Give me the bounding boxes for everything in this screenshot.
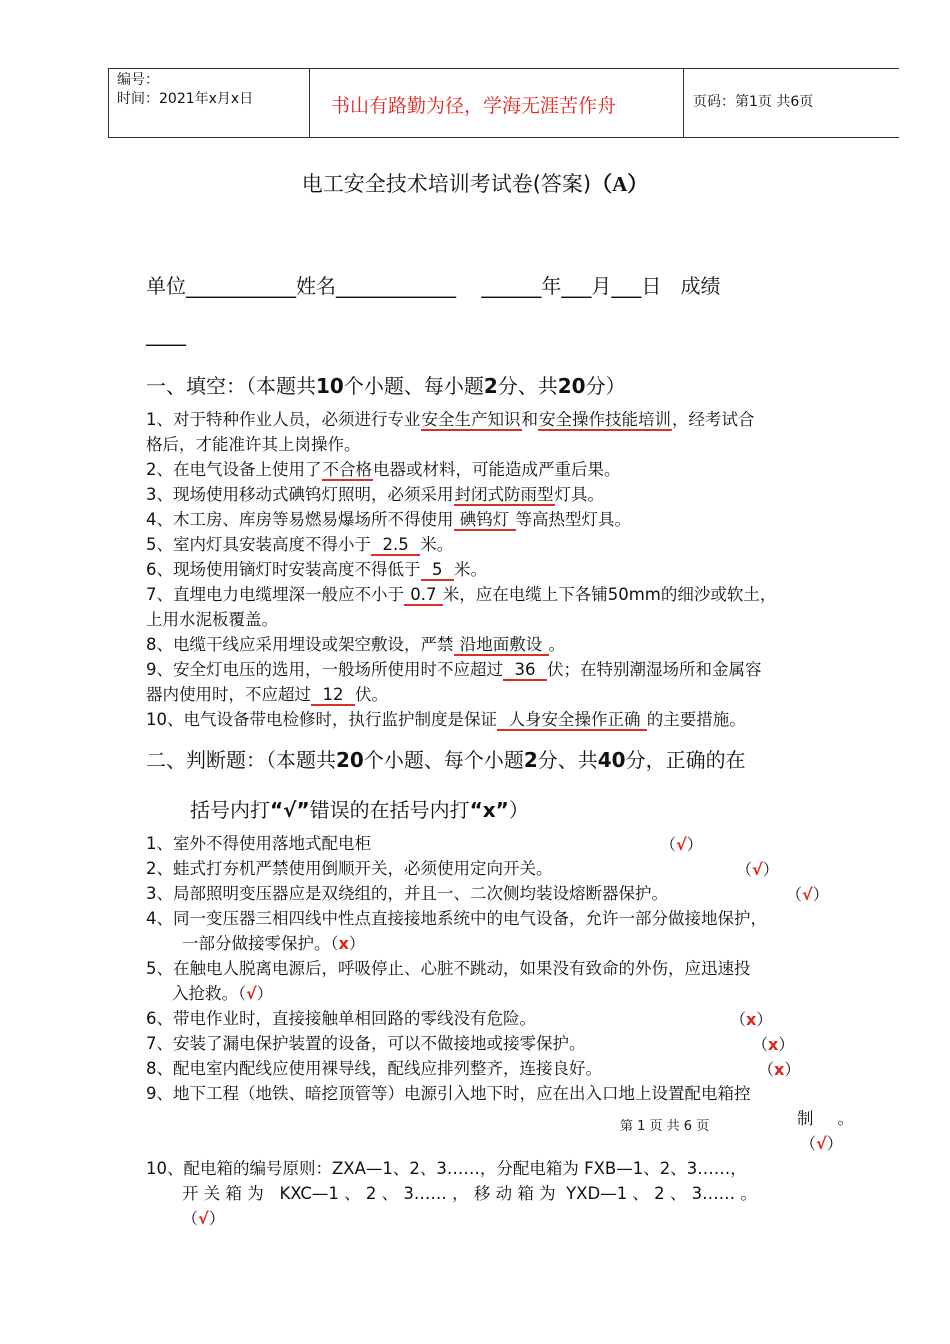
judge-item-9-line2: [797, 1106, 854, 1131]
judge-item-1: 1、室外不得使用落地式配电柜: [146, 834, 371, 853]
question-text: 米，应在电缆上下各铺50mm的细沙或软土，: [442, 585, 777, 604]
question-text: 电器或材料，可能造成严重后果。: [373, 460, 621, 479]
check-mark: √: [802, 885, 813, 904]
cross-mark: x: [774, 1060, 785, 1079]
paren: ）: [208, 1209, 225, 1228]
question-text: 3、现场使用移动式碘钨灯照明，必须采用: [146, 485, 454, 504]
paren: （: [736, 860, 753, 879]
fill-question-3: [146, 482, 604, 507]
question-text: 器内使用时，不应超过: [146, 685, 311, 704]
question-text: 10、电气设备带电检修时，执行监护制度是保证: [146, 710, 497, 729]
info-line: 单位___________姓名____________ ______年___月___日 成绩: [146, 274, 721, 298]
header-table: [108, 68, 899, 138]
paren: （: [182, 1209, 199, 1228]
page-title: [0, 168, 950, 198]
header-divider: [683, 69, 684, 137]
answer-blank: 5: [421, 560, 453, 579]
question-text: 6、现场使用镝灯时安装高度不得低于: [146, 560, 421, 579]
paren: ）: [812, 885, 829, 904]
page-footer: 第 1 页 共 6 页: [620, 1119, 710, 1134]
heading-number: 2: [483, 374, 498, 398]
question-text: 9、安全灯电压的选用，一般场所使用时不应超过: [146, 660, 503, 679]
question-text: 。: [837, 1109, 854, 1128]
info-line-continuation: ____: [146, 322, 186, 346]
page-code: 页码：第1页 共6页: [693, 94, 814, 110]
answer-blank: 0.7: [405, 585, 442, 604]
paren: （: [660, 835, 677, 854]
fill-question-7-line2: 上用水泥板覆盖。: [146, 610, 278, 629]
section2-heading: [146, 744, 746, 773]
heading-text: ）: [508, 798, 529, 822]
question-text: 2、在电气设备上使用了: [146, 460, 322, 479]
cross-symbol: “x”: [469, 798, 509, 822]
check-mark: √: [676, 835, 687, 854]
paren: （: [800, 1134, 817, 1153]
check-mark: √: [752, 860, 763, 879]
judge-item-3: 3、局部照明变压器应是双绕组的，并且一、二次侧均装设熔断器保护。: [146, 884, 668, 903]
paren: ）: [826, 1134, 843, 1153]
judge-mark-7: [752, 1032, 794, 1055]
check-mark: √: [816, 1134, 827, 1153]
question-text: 7、直埋电力电缆埋深一般应不小于: [146, 585, 404, 604]
question-text: 米。: [453, 560, 487, 579]
question-text: 的主要措施。: [646, 710, 746, 729]
judge-item-6: 6、带电作业时，直接接触单相回路的零线没有危险。: [146, 1009, 536, 1028]
header-divider: [309, 69, 310, 137]
paren: ）: [784, 1060, 801, 1079]
judge-mark-8: [758, 1057, 800, 1080]
paren: （: [758, 1060, 775, 1079]
cross-mark: x: [768, 1035, 779, 1054]
heading-text: 分，正确的在: [625, 748, 746, 772]
fill-question-2: [146, 457, 621, 482]
paren: （: [786, 885, 803, 904]
question-text: 伏；在特别潮湿场所和金属容: [546, 660, 762, 679]
check-mark: √: [246, 984, 257, 1003]
judge-item-2: 2、蛙式打夯机严禁使用倒顺开关，必须使用定向开关。: [146, 859, 553, 878]
question-text: 米。: [420, 535, 454, 554]
fill-question-5: [146, 532, 453, 557]
title-main: 电工安全技术培训考试卷(答案): [301, 172, 592, 196]
answer-blank: 不合格: [322, 460, 372, 479]
judge-mark-2: [736, 857, 779, 880]
answer-blank: 2.5: [372, 535, 420, 554]
answer-blank: 人身安全操作正确: [498, 710, 646, 729]
check-mark: √: [198, 1209, 209, 1228]
heading-text: 个小题、每个小题: [363, 748, 524, 772]
cross-mark: x: [746, 1010, 757, 1029]
heading-text: 个小题、每小题: [343, 374, 484, 398]
heading-text: 错误的在括号内打: [309, 798, 470, 822]
title-variant: （A）: [591, 172, 649, 196]
judge-mark-3: [786, 882, 829, 905]
fill-question-10: [146, 707, 746, 732]
fill-question-9: [146, 657, 761, 682]
judge-item-5-line2: [172, 981, 273, 1006]
fill-question-8: [146, 632, 565, 657]
section1-heading: [146, 370, 626, 399]
question-text: 灯具。: [554, 485, 604, 504]
heading-text: 分、共: [497, 374, 558, 398]
time-label: 时间：2021年x月x日: [117, 91, 254, 107]
heading-text: 括号内打: [190, 798, 270, 822]
judge-item-4: 4、同一变压器三相四线中性点直接接地系统中的电气设备，允许一部分做接地保护，: [146, 909, 767, 928]
question-text: 伏。: [354, 685, 388, 704]
fill-question-1-line2: 格后，才能准许其上岗操作。: [146, 435, 361, 454]
fill-question-6: [146, 557, 487, 582]
judge-item-8: 8、配电室内配线应使用裸导线，配线应排列整齐，连接良好。: [146, 1059, 602, 1078]
heading-text: 分、共: [537, 748, 598, 772]
paren: （: [752, 1035, 769, 1054]
judge-item-4-line2: [182, 931, 365, 956]
paren: ）: [756, 1010, 773, 1029]
heading-number: 2: [523, 748, 538, 772]
heading-number: 20: [557, 374, 586, 398]
answer-blank: 沿地面敷设: [454, 635, 548, 654]
heading-text: 二、判断题：（本题共: [146, 748, 336, 772]
motto-text: 书山有路勤为径，学海无涯苦作舟: [331, 95, 617, 117]
paren: ）: [762, 860, 779, 879]
question-text: 。: [548, 635, 565, 654]
answer-blank: 安全生产知识: [421, 410, 521, 429]
paren: ）: [348, 934, 365, 953]
answer-blank: 封闭式防雨型: [454, 485, 554, 504]
question-text: 5、室内灯具安装高度不得小于: [146, 535, 371, 554]
question-text: 和: [521, 410, 538, 429]
judge-item-5: 5、在触电人脱离电源后，呼吸停止、心脏不跳动，如果没有致命的外伤，应迅速投: [146, 959, 751, 978]
number-label: 编号：: [117, 72, 159, 88]
judge-mark-9: [800, 1131, 843, 1154]
paren: （: [330, 934, 339, 953]
paren: ）: [778, 1035, 795, 1054]
fill-question-7: [146, 582, 776, 607]
cross-mark: x: [338, 934, 349, 953]
answer-blank: 12: [312, 685, 354, 704]
heading-text: 一、填空：（本题共: [146, 374, 316, 398]
question-text: ，经考试合: [672, 410, 755, 429]
question-text: 制: [797, 1109, 814, 1128]
heading-text: 分）: [585, 374, 626, 398]
answer-blank: 碘钨灯: [454, 510, 515, 529]
paren: （: [238, 984, 247, 1003]
judge-item-7: 7、安装了漏电保护装置的设备，可以不做接地或接零保护。: [146, 1034, 586, 1053]
question-text: 入抢救。: [172, 984, 238, 1003]
answer-blank: 36: [504, 660, 546, 679]
judge-item-9: 9、地下工程（地铁、暗挖顶管等）电源引入地下时，应在出入口地上设置配电箱控: [146, 1084, 751, 1103]
fill-question-9-line2: [146, 682, 388, 707]
heading-number: 40: [597, 748, 626, 772]
section2-heading-line2: [190, 794, 529, 823]
check-symbol: “√”: [270, 798, 310, 822]
answer-blank: 安全操作技能培训: [539, 410, 671, 429]
heading-number: 20: [336, 748, 364, 772]
fill-question-4: [146, 507, 631, 532]
judge-item-10: 10、配电箱的编号原则：ZXA—1、2、3……，分配电箱为 FXB—1、2、3……，: [146, 1159, 747, 1178]
heading-number: 10: [316, 374, 344, 398]
question-text: 一部分做接零保护。: [182, 934, 331, 953]
judge-item-10-line2: 开 关 箱 为 KXC—1 、 2 、 3…… ， 移 动 箱 为 YXD—1 、 2 、 3…… 。: [182, 1184, 757, 1203]
question-text: 4、木工房、库房等易燃易爆场所不得使用: [146, 510, 454, 529]
fill-question-1: [146, 407, 755, 432]
judge-mark-1: [660, 832, 703, 855]
judge-mark-6: [730, 1007, 772, 1030]
judge-mark-10: [182, 1206, 225, 1229]
paren: ）: [686, 835, 703, 854]
question-text: 等高热型灯具。: [515, 510, 631, 529]
question-text: 8、电缆干线应采用埋设或架空敷设，严禁: [146, 635, 454, 654]
paren: （: [730, 1010, 747, 1029]
question-text: 1、对于特种作业人员，必须进行专业: [146, 410, 421, 429]
paren: ）: [256, 984, 273, 1003]
